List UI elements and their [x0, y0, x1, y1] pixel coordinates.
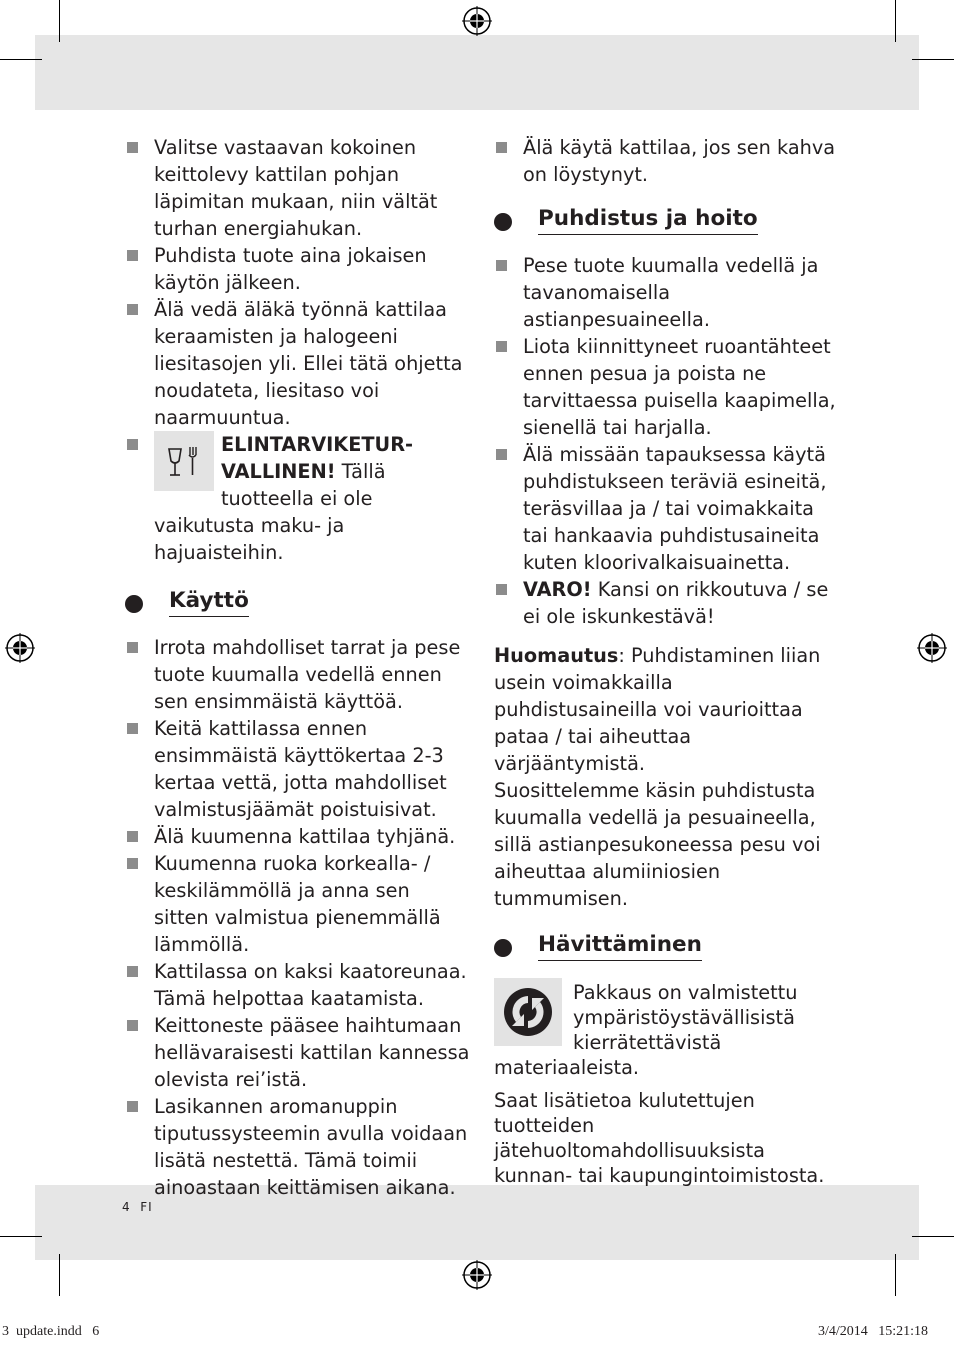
crop-mark: [0, 59, 42, 60]
note-paragraph: [494, 642, 839, 777]
crop-mark: [0, 1236, 42, 1237]
list-item: Keittoneste pääsee haihtumaan hellävaraisesti kattilan kannessa olevista rei’istä.: [125, 1012, 470, 1093]
food-safe-text: Tällä tuotteella ei ole vaikutusta maku- ja hajuaisteihin.: [154, 460, 386, 564]
right-column: [494, 134, 839, 1188]
section-heading-usage: Käyttö: [125, 586, 470, 618]
registration-mark-icon: [462, 6, 492, 36]
caution-text: Kansi on rikkoutuva / se ei ole iskunkestävä!: [523, 578, 829, 628]
food-safe-icon: [154, 431, 214, 491]
registration-mark-icon: [462, 1260, 492, 1290]
crop-mark: [895, 0, 896, 42]
crop-mark: [59, 0, 60, 42]
list-item: Irrota mahdolliset tarrat ja pese tuote kuumalla vedellä ennen sen ensimmäistä käyttöä.: [125, 634, 470, 715]
note-label: Huomautus: [494, 644, 619, 667]
list-item: Liota kiinnittyneet ruoantähteet ennen pesua ja poista ne tarvittaessa puisella kaapimella, sienellä tai harjalla.: [494, 333, 839, 441]
header-band: [35, 35, 919, 110]
disposal-text: Pakkaus on valmistettu ympäristöystävällisistä kierrätettävistä materiaaleista.: [494, 981, 798, 1079]
note-text: : Puhdistaminen liian usein voimakkailla puhdistusaineilla voi vaurioittaa pataa / tai aiheuttaa värjääntymistä.: [494, 644, 821, 775]
list-item: Valitse vastaavan kokoinen keittolevy kattilan pohjan läpimitan mukaan, niin vältät turhan energiahukan.: [125, 134, 470, 242]
caution-label: VARO!: [523, 578, 592, 601]
disposal-more-text: Saat lisätietoa kulutettujen tuotteiden jätehuoltomahdollisuuksista kunnan- tai kaupungintoimistosta.: [494, 1089, 825, 1187]
list-item: Älä vedä äläkä työnnä kattilaa keraamisten ja halogeeni liesitasojen yli. Ellei tätä ohjetta noudateta, liesitaso voi naarmuuntua.: [125, 296, 470, 431]
slug-timestamp: 3/4/2014 15:21:18: [818, 1324, 929, 1339]
list-item: Kattilassa on kaksi kaatoreunaa. Tämä helpottaa kaatamista.: [125, 958, 470, 1012]
list-item: Puhdista tuote aina jokaisen käytön jälkeen.: [125, 242, 470, 296]
crop-mark: [895, 1254, 896, 1296]
slug-filename: 3 update.indd 6: [2, 1324, 100, 1339]
registration-mark-icon: [5, 633, 35, 663]
list-item: Kuumenna ruoka korkealla- / keskilämmöllä ja anna sen sitten valmistua pienemmällä lämmöllä.: [125, 850, 470, 958]
list-item: Älä käytä kattilaa, jos sen kahva on löystynyt.: [494, 134, 839, 188]
green-dot-recycling-icon: [494, 978, 562, 1046]
caution-item: [494, 576, 839, 630]
list-item: Älä missään tapauksessa käytä puhdistukseen teräviä esineitä, teräsvillaa ja / tai voimakkaita tai hankaavia puhdistusaineita kuten kloorivalkaisuainetta.: [494, 441, 839, 576]
list-item: Keitä kattilassa ennen ensimmäistä käyttökertaa 2-3 kertaa vettä, jotta mahdolliset valmistusjäämät poistuisivat.: [125, 715, 470, 823]
registration-mark-icon: [917, 633, 947, 663]
recommendation-paragraph: Suosittelemme käsin puhdistusta kuumalla vedellä ja pesuaineella, sillä astianpesukoneessa pesu voi aiheuttaa alumiiniosien tummumisen.: [494, 779, 821, 910]
food-safe-label: ELINTARVIKETUR-VALLINEN!: [221, 433, 414, 483]
crop-mark: [912, 1236, 954, 1237]
bullet-dot-icon: [494, 939, 512, 957]
bullet-dot-icon: [494, 213, 512, 231]
list-item: Lasikannen aromanuppin tiputussysteemin avulla voidaan lisätä nestettä. Tämä toimii ainoastaan keittämisen aikana.: [125, 1093, 470, 1201]
section-heading-disposal: Hävittäminen: [494, 930, 839, 962]
list-item: Älä kuumenna kattilaa tyhjänä.: [125, 823, 470, 850]
crop-mark: [912, 59, 954, 60]
food-safe-notice: [125, 431, 470, 566]
list-item: Pese tuote kuumalla vedellä ja tavanomaisella astianpesuaineella.: [494, 252, 839, 333]
section-heading-cleaning: Puhdistus ja hoito: [494, 204, 839, 236]
bullet-dot-icon: [125, 595, 143, 613]
crop-mark: [59, 1254, 60, 1296]
disposal-block: [494, 978, 839, 1080]
left-column: [125, 134, 470, 1201]
page-number: 4 FI: [122, 1200, 153, 1214]
